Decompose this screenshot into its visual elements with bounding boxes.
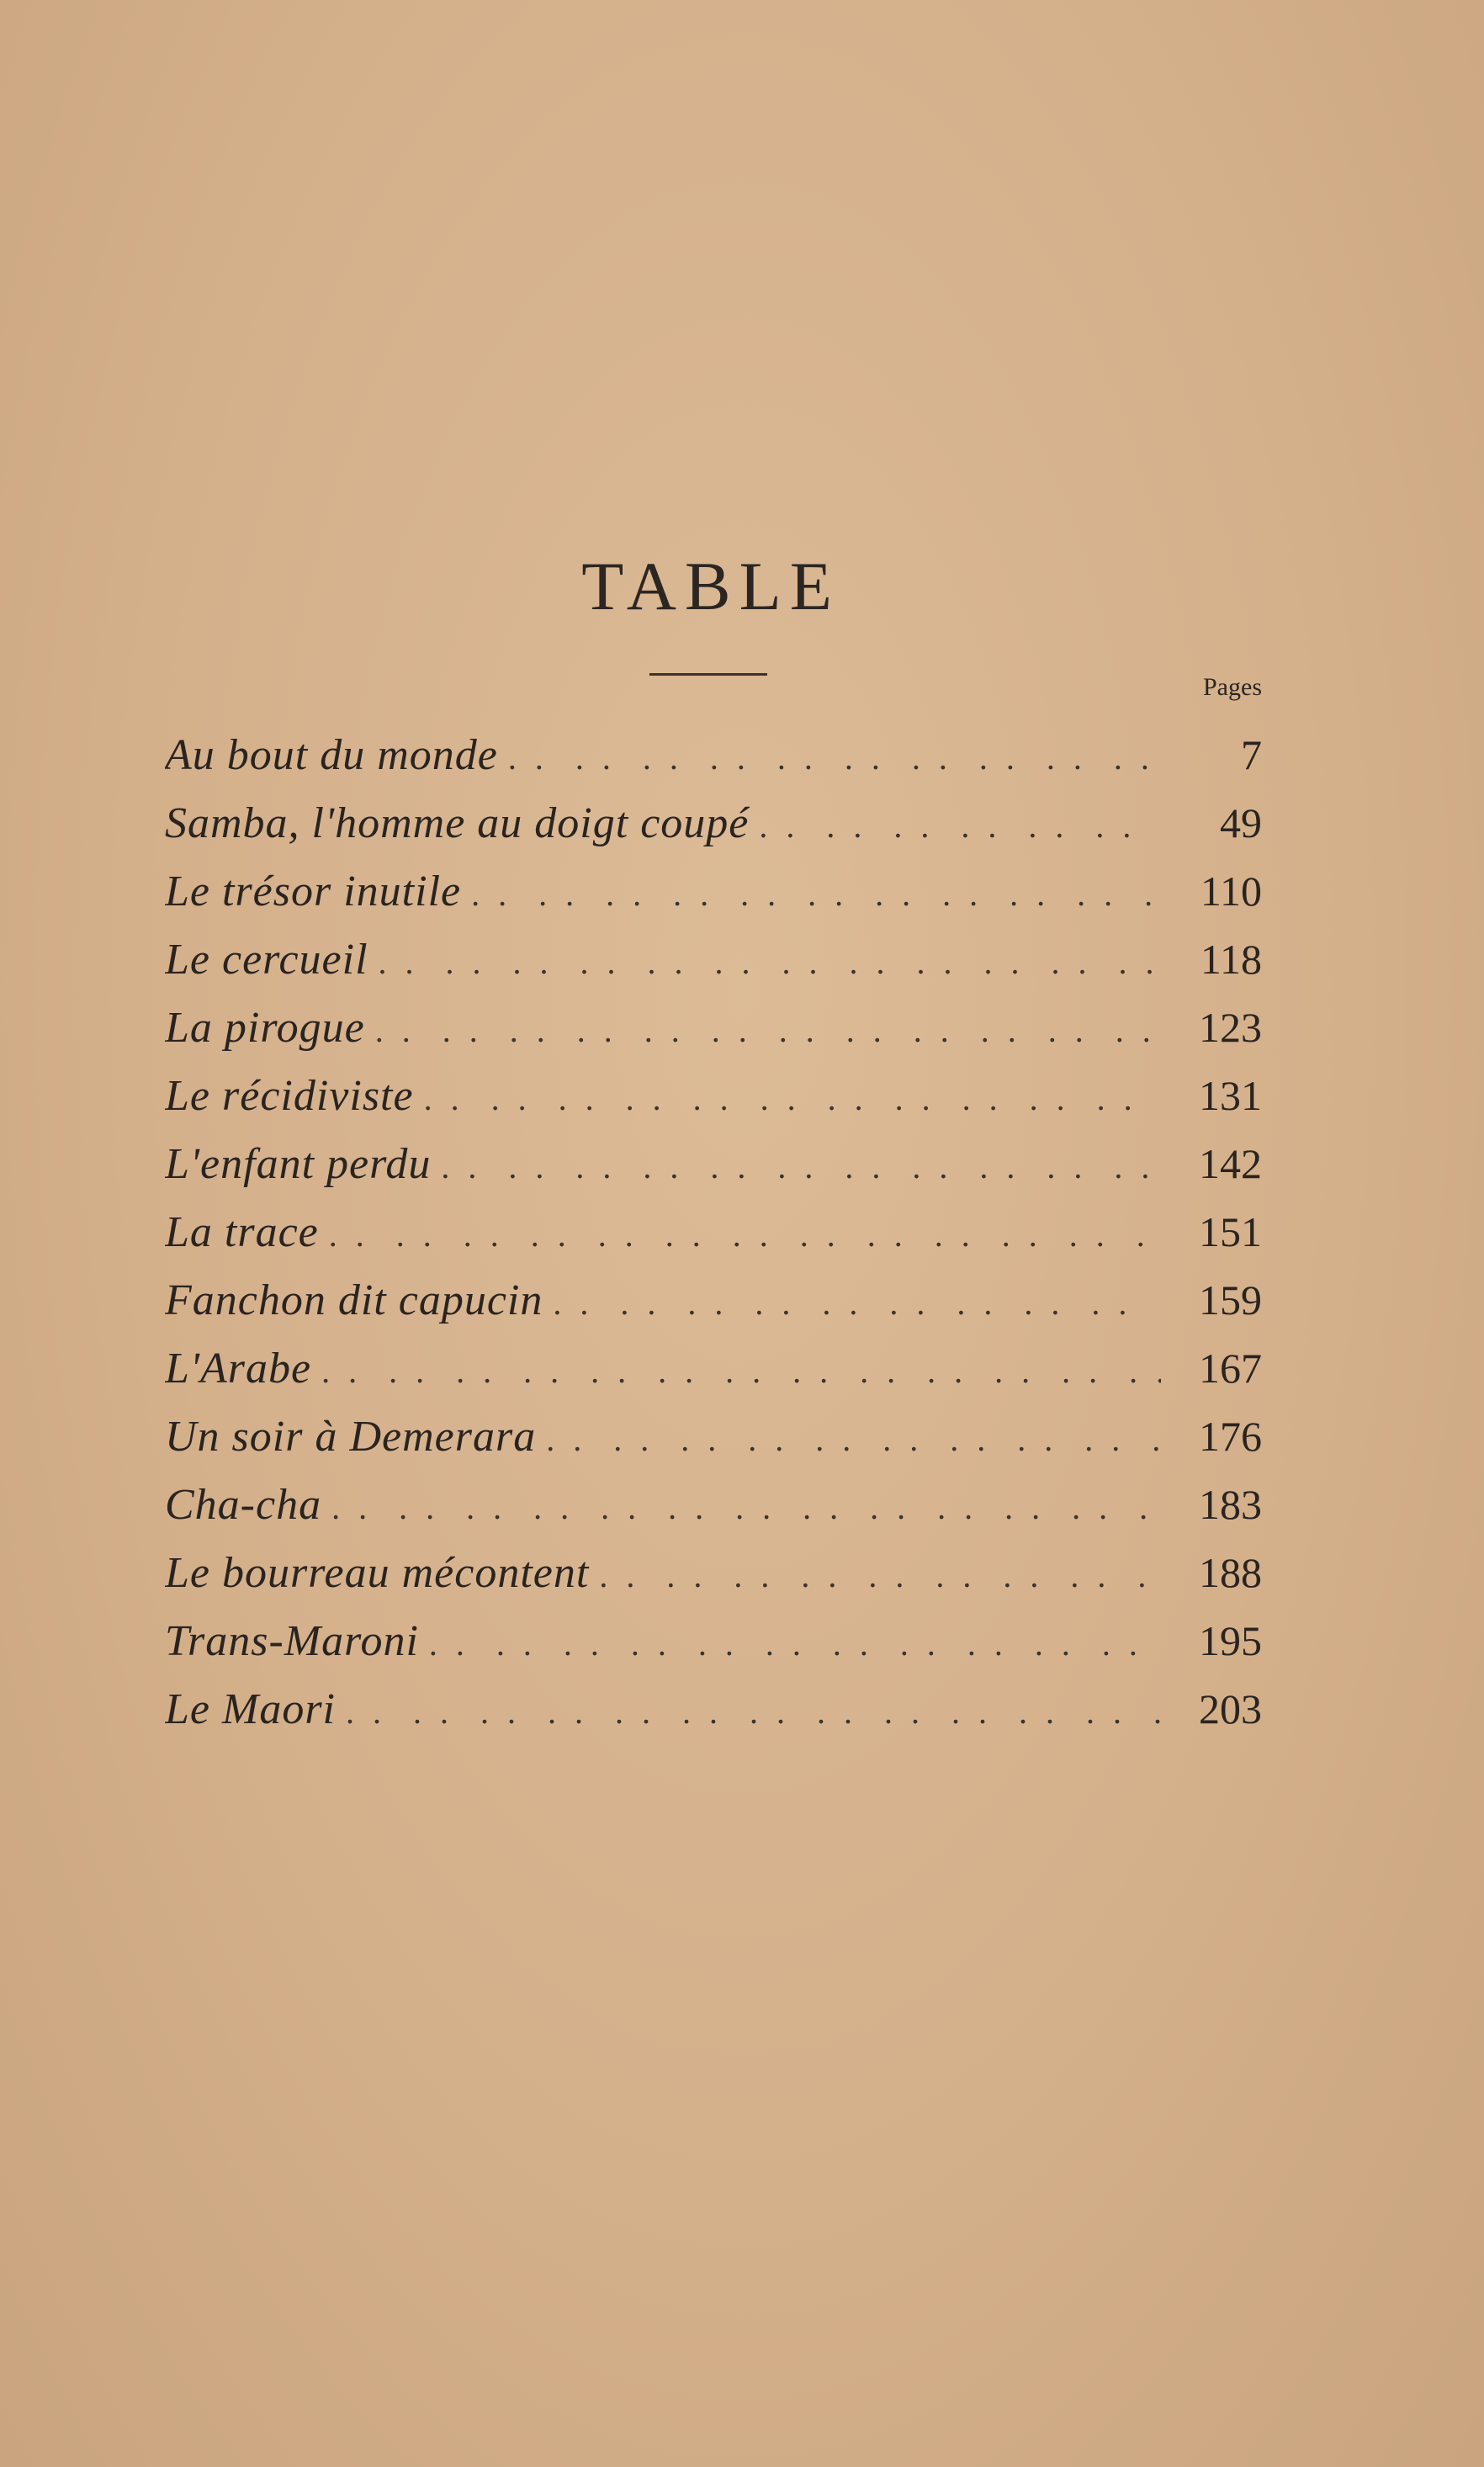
toc-entry-page: 131	[1199, 1072, 1262, 1119]
toc-entry	[165, 1616, 1262, 1684]
toc-entry-title: Un soir à Demerara	[165, 1413, 537, 1461]
dot-leader	[759, 806, 1161, 846]
dot-leader	[508, 738, 1161, 777]
dot-leader	[331, 1488, 1161, 1527]
toc-entry	[165, 798, 1262, 867]
toc-entry	[165, 730, 1262, 798]
toc-entry	[165, 867, 1262, 935]
toc-entry	[165, 1684, 1262, 1753]
toc-entry	[165, 1548, 1262, 1616]
toc-entry-title: L'Arabe	[165, 1345, 312, 1393]
dot-leader	[424, 1079, 1161, 1118]
dot-leader	[321, 1351, 1161, 1391]
toc-entry-page: 195	[1199, 1617, 1262, 1664]
table-of-contents	[165, 730, 1262, 1753]
toc-entry-page: 142	[1199, 1140, 1262, 1187]
toc-entry-title: Cha-cha	[165, 1481, 322, 1529]
toc-entry	[165, 1276, 1262, 1344]
toc-entry-page: 176	[1199, 1413, 1262, 1460]
toc-entry-title: Samba, l'homme au doigt coupé	[165, 799, 750, 847]
toc-entry-title: Le cercueil	[165, 936, 368, 984]
toc-entry-title: Le récidiviste	[165, 1072, 414, 1120]
title-rule	[649, 673, 767, 676]
toc-entry	[165, 1480, 1262, 1548]
toc-entry-title: Le bourreau mécontent	[165, 1549, 590, 1597]
toc-entry-title: La pirogue	[165, 1004, 365, 1052]
toc-entry	[165, 1207, 1262, 1276]
toc-entry	[165, 1344, 1262, 1412]
toc-entry-page: 188	[1199, 1549, 1262, 1596]
toc-entry-title: Trans-Maroni	[165, 1617, 419, 1665]
dot-leader	[553, 1283, 1161, 1323]
dot-leader	[375, 1011, 1161, 1050]
toc-entry	[165, 935, 1262, 1003]
toc-entry-page: 183	[1199, 1481, 1262, 1528]
pages-column-label: Pages	[1203, 673, 1262, 701]
toc-entry	[165, 1139, 1262, 1207]
dot-leader	[346, 1692, 1161, 1732]
dot-leader	[546, 1419, 1161, 1459]
toc-entry-page: 123	[1199, 1004, 1262, 1051]
dot-leader	[329, 1215, 1161, 1255]
toc-entry-title: Le Maori	[165, 1685, 336, 1733]
toc-entry-title: La trace	[165, 1208, 319, 1256]
toc-entry-title: Fanchon dit capucin	[165, 1276, 543, 1324]
toc-entry-page: 49	[1220, 799, 1262, 846]
toc-entry	[165, 1071, 1262, 1139]
toc-entry-title: Au bout du monde	[165, 731, 498, 779]
toc-entry-title: L'enfant perdu	[165, 1140, 432, 1188]
dot-leader	[441, 1147, 1161, 1186]
toc-entry	[165, 1003, 1262, 1071]
dot-leader	[379, 942, 1161, 982]
toc-entry	[165, 1412, 1262, 1480]
page-title: TABLE	[581, 548, 840, 624]
dot-leader	[471, 874, 1161, 914]
toc-entry-title: Le trésor inutile	[165, 867, 462, 915]
toc-entry-page: 110	[1200, 867, 1262, 915]
toc-entry-page: 203	[1199, 1685, 1262, 1732]
dot-leader	[599, 1556, 1161, 1595]
toc-entry-page: 118	[1200, 936, 1262, 983]
toc-entry-page: 7	[1241, 731, 1262, 778]
dot-leader	[429, 1624, 1161, 1663]
toc-entry-page: 151	[1199, 1208, 1262, 1255]
toc-entry-page: 159	[1199, 1276, 1262, 1324]
toc-entry-page: 167	[1199, 1345, 1262, 1392]
